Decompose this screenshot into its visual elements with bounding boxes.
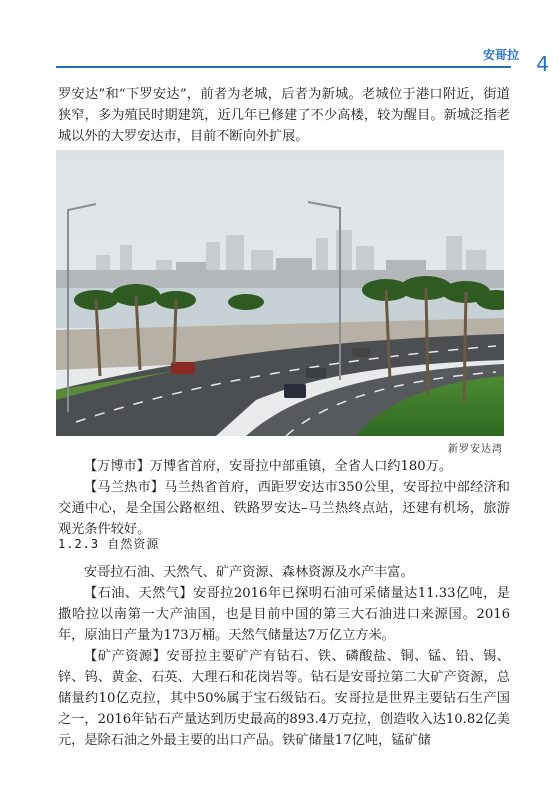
paragraph-minerals: 【矿产资源】安哥拉主要矿产有钻石、铁、磷酸盐、铜、锰、铅、锡、锌、钨、黄金、石英、大理石和花岗岩等。钻石是安哥拉第二大矿产资源，总储量约10亿克拉，其中50%属于宝石级钻石。安哥拉是世界主要钻石生产国之一，2016年钻石产量达到历史最高的893.4万克拉，创造收入达10.82亿美元，是除石油之外最主要的出口产品。铁矿储量17亿吨，锰矿储: [58, 649, 510, 748]
paragraph-resources-intro: 安哥拉石油、天然气、矿产资源、森林资源及水产丰富。: [84, 565, 414, 580]
paragraph-malanje: 【马兰热市】马兰热省首府，西距罗安达市350公里，安哥拉中部经济和交通中心，是全国公路枢纽、铁路罗安达–马兰热终点站，还建有机场，旅游观光条件较好。: [58, 480, 510, 537]
section-heading: 1.2.3 自然资源: [58, 537, 160, 551]
paragraph-oil-gas: 【石油、天然气】安哥拉2016年已探明石油可采储量达11.33亿吨，是撒哈拉以南第一大产油国，也是目前中国的第三大石油进口来源国。2016年，原油日产量为173万桶。天然气储量达7万亿立方米。: [58, 586, 510, 643]
header-title: 安哥拉: [482, 48, 519, 62]
photo-new-luanda-bay: [56, 150, 504, 436]
photo-caption: 新罗安达湾: [448, 444, 503, 455]
header-rule: [56, 66, 511, 68]
page-number: 4: [536, 52, 549, 76]
paragraph-huambo: 【万博市】万博省首府，安哥拉中部重镇，全省人口约180万。: [84, 459, 453, 474]
paragraph-luanda: 罗安达”和“下罗安达”，前者为老城，后者为新城。老城位于港口附近，街道狭窄，多为殖民时期建筑，近几年已修建了不少高楼，较为醒目。新城泛指老城以外的大罗安达市，目前不断向外扩展。: [58, 87, 510, 144]
